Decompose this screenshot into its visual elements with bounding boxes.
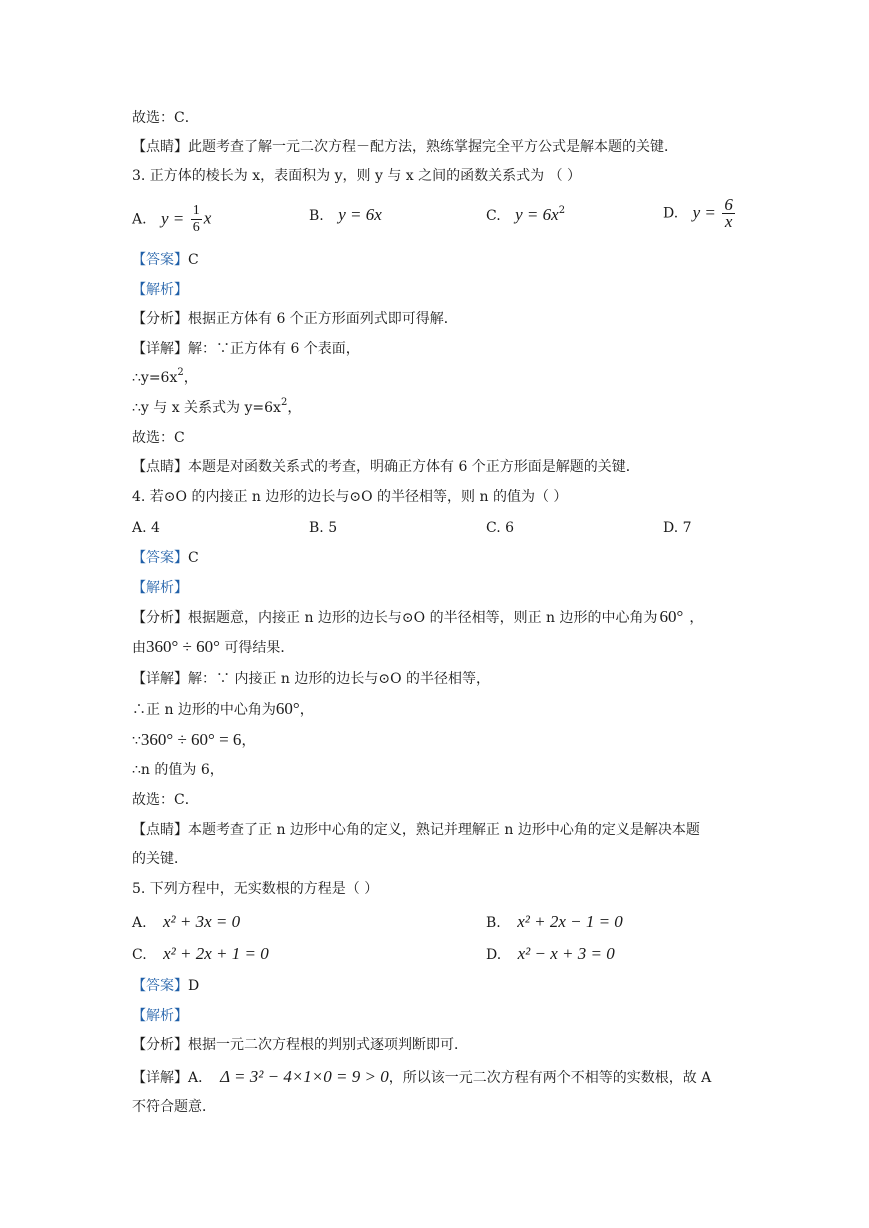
formula: 360° ÷ 60° — [146, 637, 220, 656]
denominator: 6 — [192, 220, 200, 235]
formula: y = 6x — [338, 205, 382, 224]
solution-tag: 【详解】 — [132, 1070, 188, 1086]
q4-analysis — [132, 607, 703, 628]
answer-value: D — [188, 978, 200, 994]
option-label: D. — [663, 205, 679, 222]
analysis-end: ， — [689, 610, 704, 626]
q4-option-b: B. 5 — [309, 520, 338, 536]
analysis-text: 根据题意，内接正 n 边形的边长与⊙O 的半径相等，则正 n 边形的中心角为 — [188, 610, 658, 626]
option-label: C. — [486, 208, 501, 224]
remark-text: 本题考查了正 n 边形中心角的定义，熟记并理解正 n 边形中心角的定义是解决本题 — [188, 822, 700, 838]
q5-answer — [132, 976, 199, 996]
exponent: 2 — [280, 397, 288, 408]
q3-option-c — [486, 205, 565, 226]
option-label: B. — [486, 915, 501, 931]
q4-remark — [132, 820, 700, 840]
q3-solution — [132, 339, 360, 359]
numerator: 1 — [192, 203, 200, 218]
step-text: ∴正 n 边形的中心角为 — [132, 702, 276, 718]
denominator: x — [724, 212, 733, 231]
formula: x² − x + 3 = 0 — [517, 944, 615, 963]
solution-text-2: ，所以该一元二次方程有两个不相等的实数根，故 A — [388, 1070, 712, 1086]
formula: Δ = 3² − 4×1×0 = 9 > 0 — [220, 1067, 389, 1086]
solution-text: 解：∵ 内接正 n 边形的边长与⊙O 的半径相等， — [188, 671, 491, 687]
q5-solution-2: 不符合题意． — [132, 1099, 216, 1115]
step-text: ∴y=6x — [132, 370, 178, 386]
q5-option-c — [132, 944, 269, 965]
step-end: ， — [287, 400, 302, 416]
remark-tag: 【点睛】 — [132, 822, 188, 838]
q4-option-d: D. 7 — [663, 520, 692, 536]
analysis-text: 根据一元二次方程根的判别式逐项判断即可． — [188, 1037, 468, 1053]
option-label: B. — [309, 208, 324, 224]
remark-text: 本题是对函数关系式的考查，明确正方体有 6 个正方形面是解题的关键． — [188, 459, 640, 475]
q4-step-1 — [132, 699, 314, 720]
formula: 60° — [275, 699, 300, 718]
question-5: 5. 下列方程中，无实数根的方程是（ ） — [132, 881, 379, 897]
q4-step-3: ∴n 的值为 6， — [132, 762, 224, 778]
q4-remark-2: 的关键． — [132, 851, 188, 867]
fraction — [191, 203, 202, 236]
formula-var: x — [203, 208, 212, 228]
answer-tag: 【答案】 — [132, 978, 188, 994]
q4-conclusion: 故选：C． — [132, 792, 199, 808]
formula-lhs: y = — [692, 202, 716, 222]
q5-solution — [132, 1067, 711, 1088]
step-end: ， — [183, 370, 198, 386]
analysis-tag: 【分析】 — [132, 1037, 188, 1053]
solution-text: A． — [188, 1070, 213, 1086]
step-end: ， — [241, 733, 256, 749]
conclusion-q2: 故选：C． — [132, 110, 199, 126]
answer-tag: 【答案】 — [132, 252, 188, 268]
q3-conclusion: 故选：C — [132, 430, 185, 446]
question-3: 3. 正方体的棱长为 x，表面积为 y，则 y 与 x 之间的函数关系式为 （ ） — [132, 168, 582, 184]
q3-answer — [132, 250, 199, 270]
q5-option-b — [486, 912, 623, 933]
analysis-tag: 【分析】 — [132, 610, 188, 626]
solution-tag: 【详解】 — [132, 671, 188, 687]
q3-option-a — [132, 203, 211, 236]
q4-option-c: C. 6 — [486, 520, 515, 536]
q3-remark — [132, 457, 640, 477]
option-label: D. — [486, 947, 502, 963]
question-4: 4. 若⊙O 的内接正 n 边形的边长与⊙O 的半径相等，则 n 的值为（ ） — [132, 489, 568, 505]
q5-analysis — [132, 1035, 468, 1055]
q3-option-b — [309, 205, 382, 226]
analysis-text: 根据正方体有 6 个正方形面列式即可得解． — [188, 311, 458, 327]
answer-tag: 【答案】 — [132, 550, 188, 566]
q4-analysis-2 — [132, 637, 294, 658]
option-label: A. — [132, 211, 147, 228]
answer-value: C — [188, 252, 199, 268]
remark-text: 此题考查了解一元二次方程－配方法，熟练掌握完全平方公式是解本题的关键． — [188, 139, 678, 155]
numerator: 6 — [724, 195, 733, 214]
q4-analysis-tag: 【解析】 — [132, 580, 188, 596]
remark-tag: 【点睛】 — [132, 139, 188, 155]
remark-q2 — [132, 137, 678, 157]
q4-step-2 — [132, 730, 255, 751]
fraction — [722, 197, 735, 230]
q4-option-a: A. 4 — [132, 520, 160, 536]
q3-analysis — [132, 309, 458, 329]
exponent: 2 — [177, 367, 184, 378]
q3-step-2 — [132, 398, 301, 418]
q4-answer — [132, 548, 199, 568]
step-end: ， — [299, 702, 314, 718]
formula: 360° ÷ 60° = 6 — [140, 730, 242, 749]
step-text: ∴y 与 x 关系式为 y=6x — [132, 400, 281, 416]
q3-step-1 — [132, 368, 198, 388]
q3-option-d — [663, 197, 737, 230]
formula: y = 6x — [515, 205, 559, 224]
exponent: 2 — [558, 205, 566, 216]
option-label: A. — [132, 915, 147, 931]
formula: x² + 2x + 1 = 0 — [163, 944, 269, 963]
solution-text: 解：∵正方体有 6 个表面， — [188, 341, 360, 357]
answer-value: C — [188, 550, 199, 566]
q5-option-a — [132, 912, 240, 933]
analysis-tag: 【分析】 — [132, 311, 188, 327]
step-text: ∵ — [132, 733, 141, 749]
q4-solution — [132, 669, 490, 689]
solution-tag: 【详解】 — [132, 341, 188, 357]
formula: x² + 3x = 0 — [163, 912, 241, 931]
analysis-end: 可得结果． — [219, 640, 295, 656]
q5-analysis-tag: 【解析】 — [132, 1008, 188, 1024]
formula-lhs: y = — [161, 208, 185, 228]
option-label: C. — [132, 947, 147, 963]
formula: x² + 2x − 1 = 0 — [517, 912, 623, 931]
remark-tag: 【点睛】 — [132, 459, 188, 475]
q3-analysis-tag: 【解析】 — [132, 282, 188, 298]
formula: 60° — [659, 607, 684, 626]
analysis-text: 由 — [132, 640, 146, 656]
q5-option-d — [486, 944, 615, 965]
